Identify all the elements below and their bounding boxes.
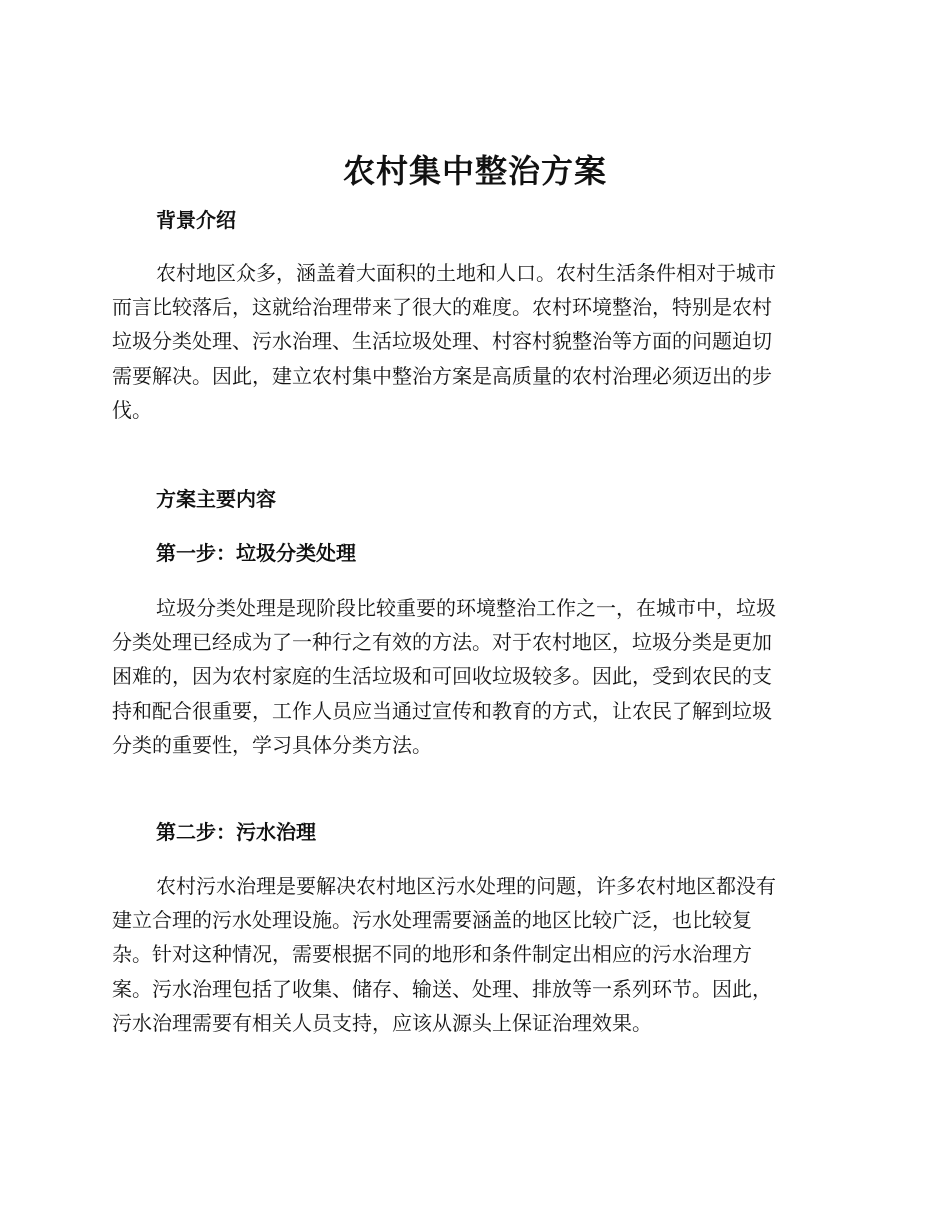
section-heading-background: 背景介绍 (156, 208, 236, 232)
paragraph-line: 伐。 (112, 397, 152, 422)
section-paragraph-step-two (112, 869, 830, 1040)
section-heading-step-one: 第一步：垃圾分类处理 (156, 541, 356, 565)
paragraph-line: 污水治理需要有相关人员支持，应该从源头上保证治理效果。 (112, 1010, 652, 1035)
paragraph-line: 杂。针对这种情况，需要根据不同的地形和条件制定出相应的污水治理方 (112, 942, 752, 967)
paragraph-line: 农村地区众多，涵盖着大面积的土地和人口。农村生活条件相对于城市 (156, 261, 776, 285)
paragraph-line: 分类的重要性，学习具体分类方法。 (112, 732, 432, 757)
section-heading-main-content: 方案主要内容 (156, 487, 276, 511)
section-heading-step-two: 第二步：污水治理 (156, 820, 316, 844)
document-title: 农村集中整治方案 (342, 152, 607, 190)
paragraph-line: 农村污水治理是要解决农村地区污水处理的问题，许多农村地区都没有 (156, 874, 776, 898)
paragraph-line: 垃圾分类处理、污水治理、生活垃圾处理、村容村貌整治等方面的问题迫切 (112, 329, 772, 354)
paragraph-line: 需要解决。因此，建立农村集中整治方案是高质量的农村治理必须迈出的步 (112, 363, 772, 388)
paragraph-line: 而言比较落后，这就给治理带来了很大的难度。农村环境整治，特别是农村 (112, 295, 772, 320)
paragraph-line: 困难的，因为农村家庭的生活垃圾和可回收垃圾较多。因此，受到农民的支 (112, 664, 772, 689)
section-paragraph-background (112, 256, 830, 427)
paragraph-line: 垃圾分类处理是现阶段比较重要的环境整治工作之一，在城市中，垃圾 (156, 596, 776, 620)
paragraph-line: 持和配合很重要，工作人员应当通过宣传和教育的方式，让农民了解到垃圾 (112, 698, 772, 723)
section-paragraph-step-one (112, 591, 830, 762)
paragraph-line: 案。污水治理包括了收集、储存、输送、处理、排放等一系列环节。因此， (112, 976, 772, 1001)
paragraph-line: 建立合理的污水处理设施。污水处理需要涵盖的地区比较广泛，也比较复 (112, 908, 752, 933)
paragraph-line: 分类处理已经成为了一种行之有效的方法。对于农村地区，垃圾分类是更加 (112, 630, 772, 655)
